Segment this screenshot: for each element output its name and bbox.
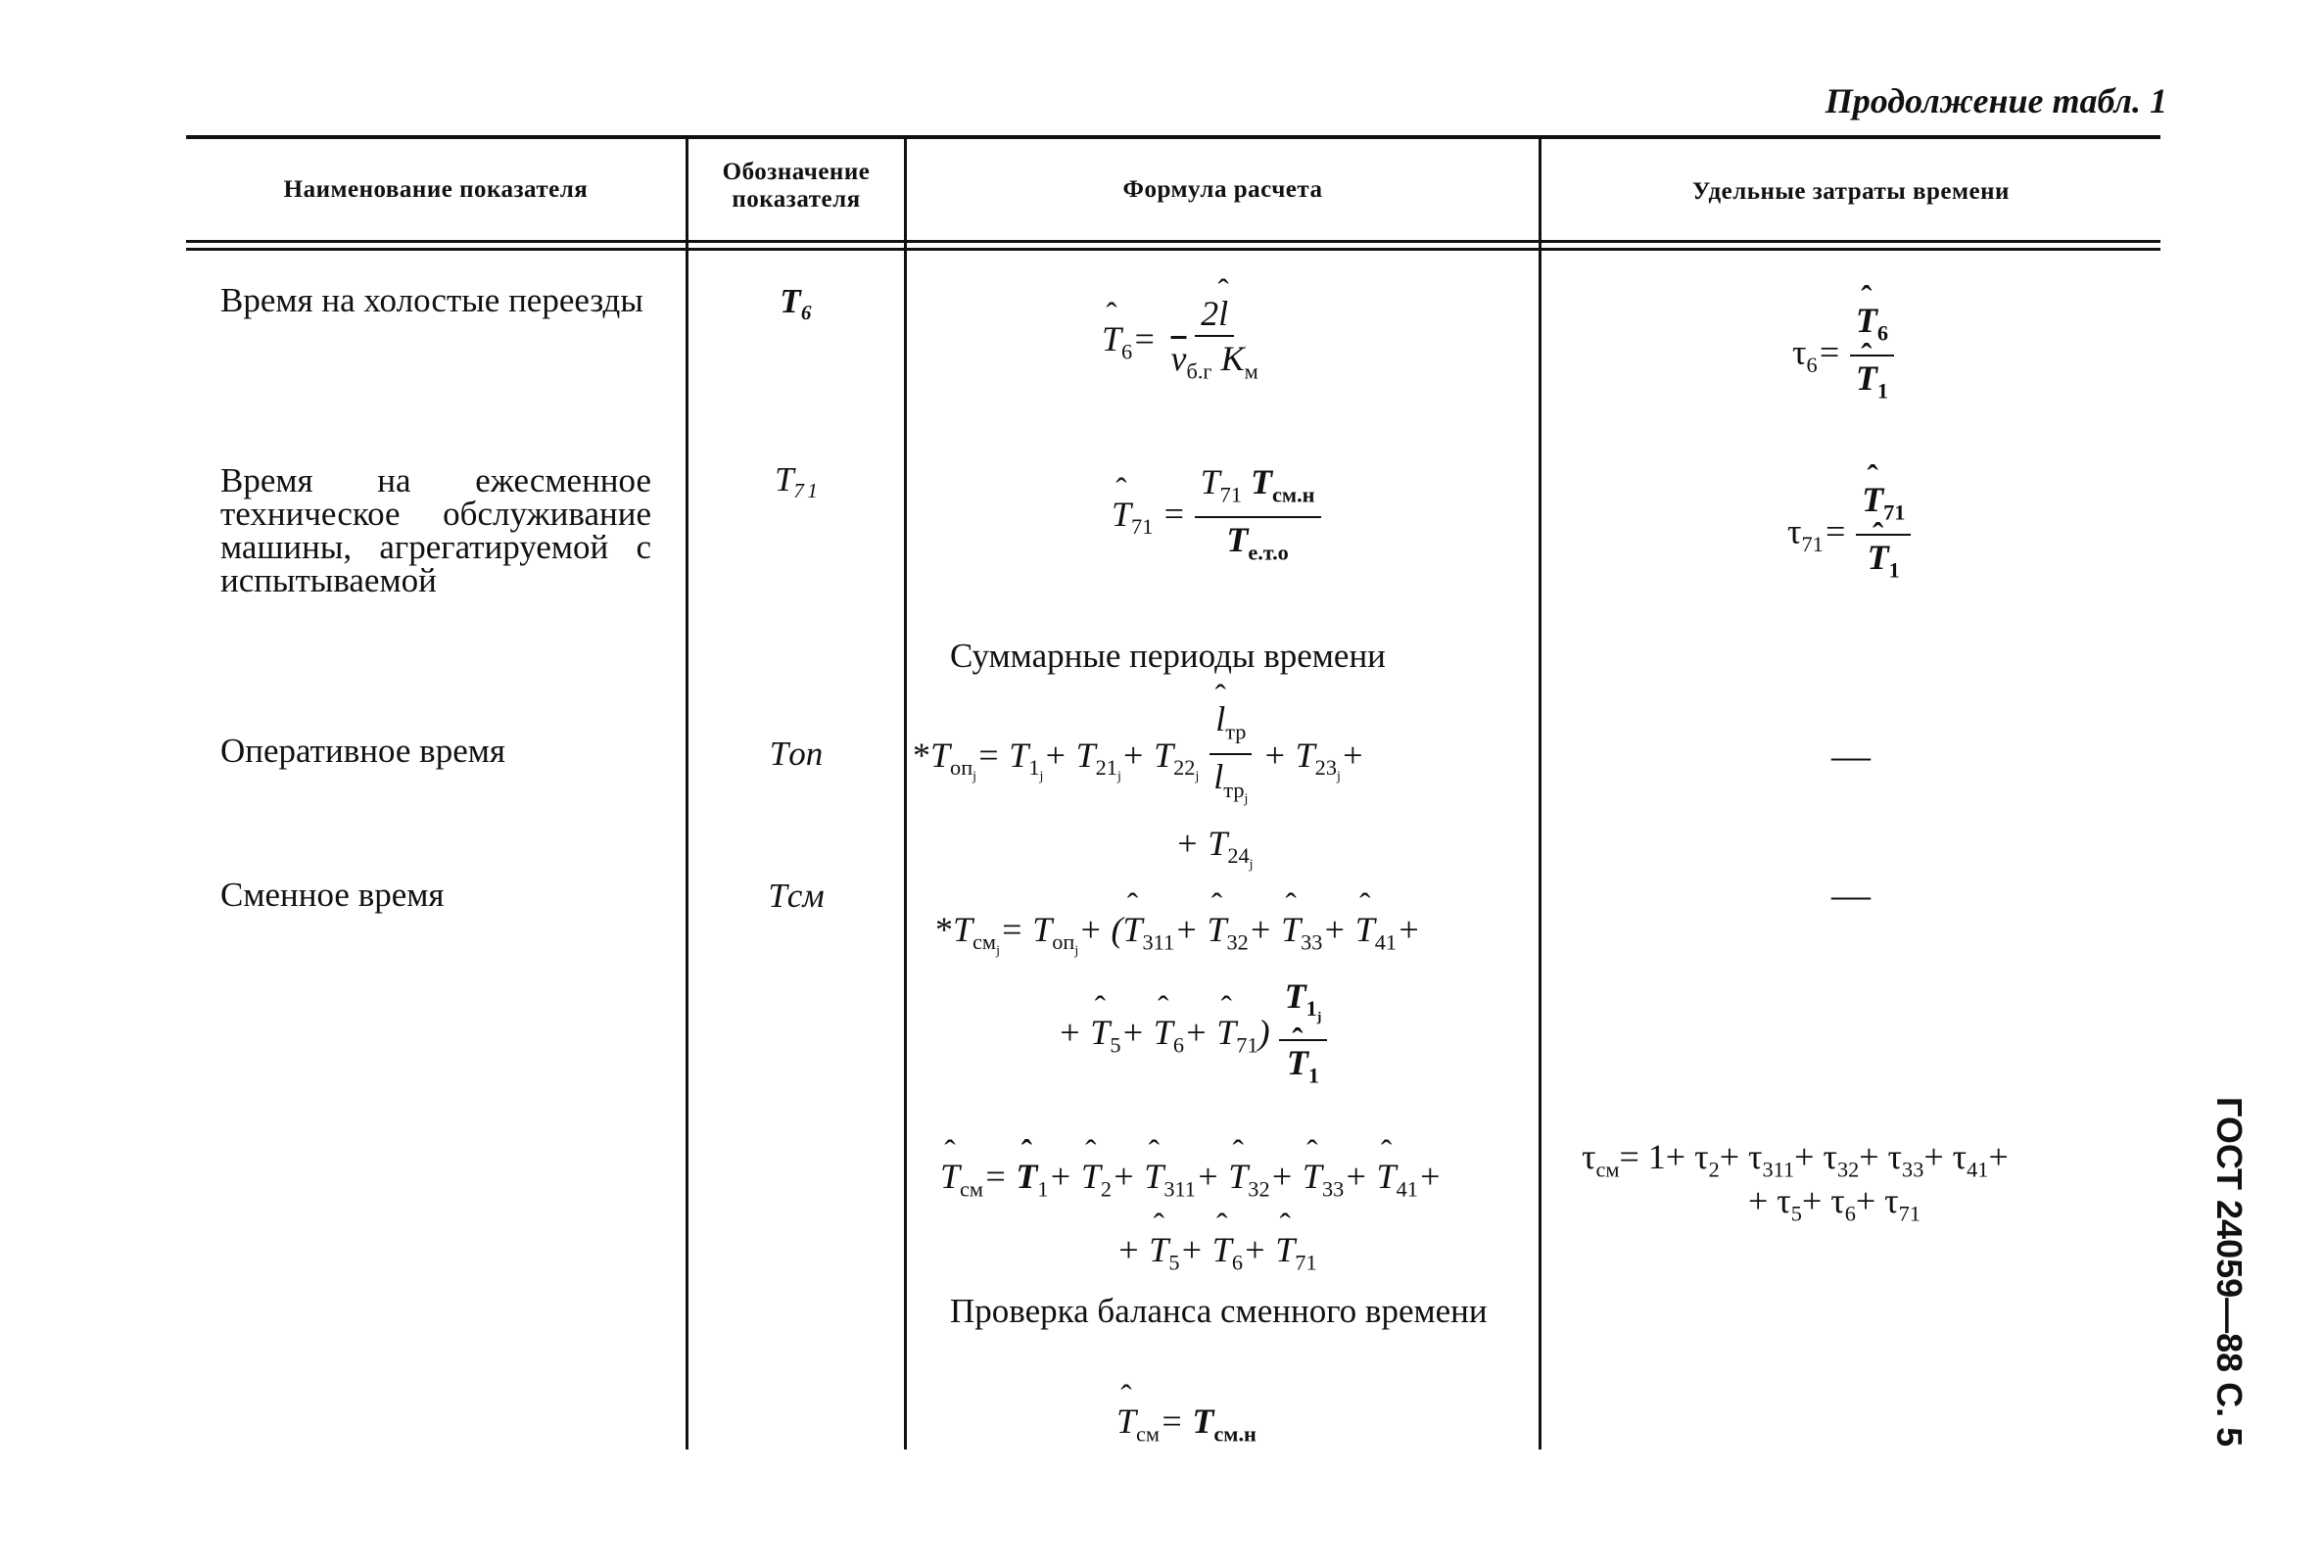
formula-balance: ̂ $T_{см}= T_{см.н}$	[1116, 1401, 1257, 1447]
header-name: Наименование показателя	[283, 176, 589, 203]
header-formula: Формула расчета	[1122, 176, 1323, 203]
row-name-tsm: Сменное время	[220, 876, 445, 914]
specific-t6: $\tau_6=$ ̂ $T_6$ ̂ $T_1$	[1792, 299, 1894, 413]
col-divider-3	[1539, 137, 1541, 1449]
formula-tsm-hat-line2: + ̂ $T_5+$ ̂ $T_6+$ ̂ $T_{71}$	[1116, 1229, 1317, 1275]
row-symbol-t6: T₆	[780, 282, 813, 320]
formula-tsm-line1: $*T_{см_j}= T_{оп_j}+$ (̂ $T_{311}+$ ̂ $T_{32}+$ ̂ $T_{33}+$ ̂ $T_{41}+$	[935, 909, 1420, 959]
side-label: ГОСТ 24059—88 С. 5	[2209, 1097, 2250, 1448]
col-divider-2	[904, 137, 907, 1449]
top-rule	[186, 135, 2160, 139]
specific-tsm-dash: —	[1831, 873, 1871, 917]
formula-top: $*T_{оп_j}= T_{1_j}+ T_{21_j}+ T_{22_j}$ ̂ $\frac{l_{тр}}{l_{тр_j}}$ + $T_{23_j}+$	[913, 697, 1364, 820]
section-balance-title: Проверка баланса сменного времени	[950, 1292, 1488, 1330]
header-designation: Обозначение показателя	[722, 159, 871, 213]
row-symbol-t71: T₇₁	[775, 460, 818, 499]
specific-tsm-tau: $\tau_{см}= 1+ \tau_2+ \tau_{311}+ \tau_{32}+ \tau_{33}+ \tau_{41}+$	[1582, 1137, 2009, 1182]
specific-tsm-tau-cont: + $\tau_5+ \tau_6+ \tau_{71}$	[1748, 1181, 1921, 1226]
section-summary-title: Суммарные периоды времени	[950, 637, 1386, 675]
header-rule-1	[186, 240, 2160, 243]
row-name-t71: Время на ежесменное техническое обслуживание машины, агрегатируемой с испытываемой	[220, 461, 651, 599]
row-name-top: Оперативное время	[220, 732, 505, 770]
specific-top-dash: —	[1831, 734, 1871, 778]
formula-top-cont: + $T_{24_j}$	[1175, 824, 1254, 872]
formula-tsm-hat-line1: ̂ $T_{см}=$ ̂ $T_1+$ ̂ $T_2+$ ̂ $T_{311}+$ ̂ $T_{32}+$ ̂ $T_{33}+$ ̂ $T_{41}+$	[940, 1156, 1442, 1202]
row-symbol-tsm: Tсм	[768, 877, 825, 915]
col-divider-1	[686, 137, 688, 1449]
formula-t71: ̂ $T_{71}$ = $\frac{T_{71} T_{см.н}}{T_{е.т.о}}$	[1112, 460, 1321, 575]
formula-tsm-line2: + ̂ $T_5+$ ̂ $T_6+$ ̂ $T_{71}$) $T_{1_j}$ ̂ $T_1$	[1058, 974, 1327, 1097]
header-rule-2	[186, 248, 2160, 251]
specific-t71: $\tau_{71}=$ ̂ $T_{71}$ ̂ $T_1$	[1787, 478, 1911, 593]
formula-t6: ̂ $T_6=$ $\frac{2̂ l}{\overline{v}_{б.г} K_м}$	[1102, 292, 1264, 393]
row-name-t6: Время на холостые переезды	[220, 281, 643, 319]
header-specific: Удельные затраты времени	[1692, 178, 2010, 205]
continuation-label: Продолжение табл. 1	[1825, 81, 2167, 120]
row-symbol-top: Tоп	[769, 735, 824, 773]
